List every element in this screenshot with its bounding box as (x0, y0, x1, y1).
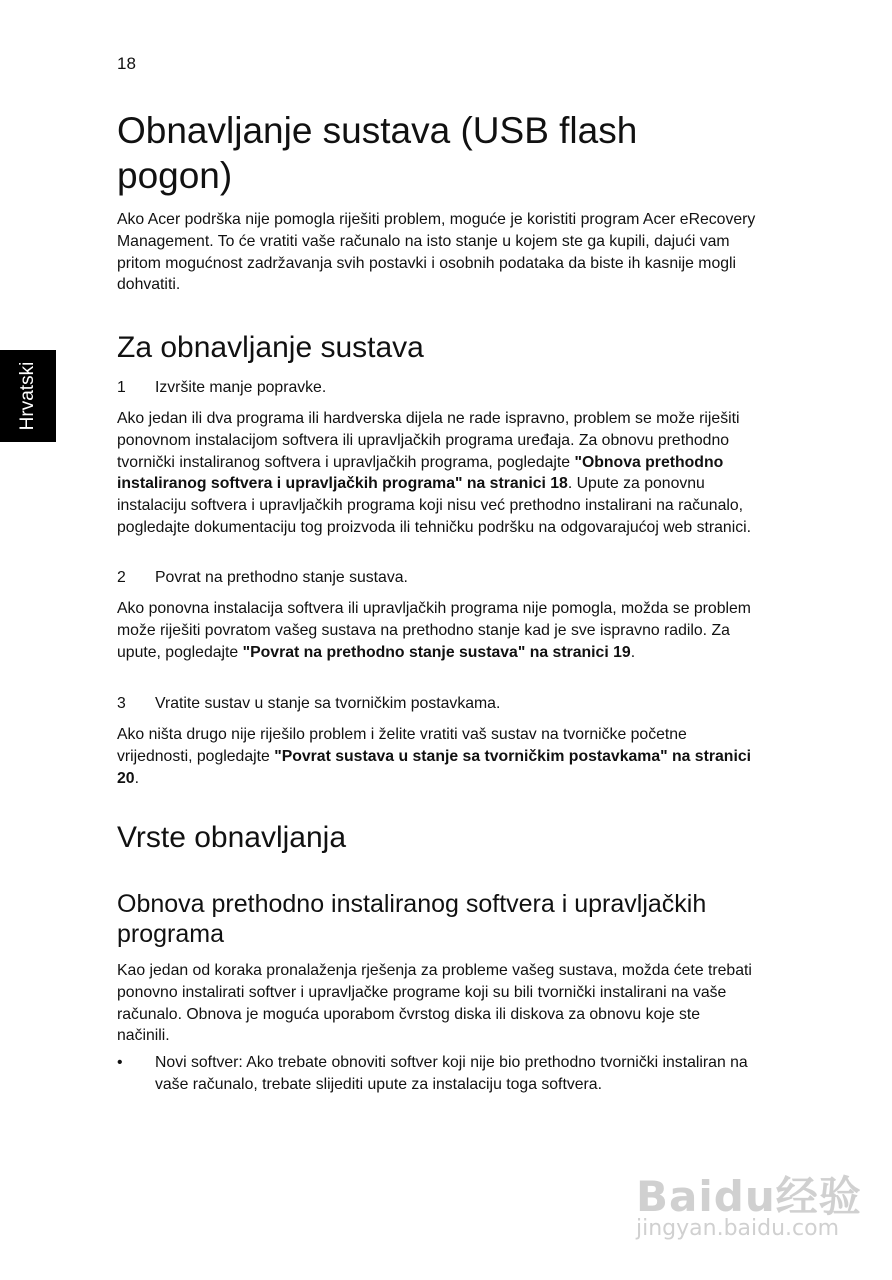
section-heading-recovery: Za obnavljanje sustava (117, 331, 424, 364)
section-heading-recovery-types: Vrste obnavljanja (117, 821, 347, 854)
subsection-paragraph: Kao jedan od koraka pronalaženja rješenja za probleme vašeg sustava, možda ćete trebati ponovno instalirati softver i upravljačke programe koji su bili tvornički instalirani na vaše računalo. Obnova je moguća uporabom čvrstog diska ili diskova za obnovu koje ste načinili. (117, 962, 752, 1045)
watermark (632, 1146, 862, 1246)
intro-paragraph: Ako Acer podrška nije pomogla riješiti problem, moguće je koristiti program Acer eRecovery Management. To će vratiti vaše računalo na isto stanje u kojem ste ga kupili, dajući vam pritom mogućnost zadržavanja svih postavki i osobnih podataka da biste ih kasnije mogli dohvatiti. (117, 211, 756, 294)
page-title: Obnavljanje sustava (USB flash pogon) (117, 110, 638, 196)
language-label: Hrvatski (17, 361, 38, 431)
step-title: Izvršite manje popravke. (155, 379, 327, 396)
bullet-item: Novi softver: Ako trebate obnoviti softver koji nije bio prethodno tvornički instaliran na vaše računalo, trebate slijediti upute za instalaciju toga softvera. (155, 1054, 748, 1093)
cross-reference: "Povrat na prethodno stanje sustava" na stranici 19 (242, 643, 631, 661)
step-number: 2 (117, 569, 126, 586)
watermark-url: jingyan.baidu.com (636, 1216, 840, 1241)
step-description: Ako ponovna instalacija softvera ili upravljačkih programa nije pomogla, možda se problem može riješiti povratom vašeg sustava na prethodno stanje kad je sve ispravno radilo. Za upute, pogledajte "Povrat na prethodno stanje sustava" na stranici 19. (117, 600, 751, 661)
step-title: Vratite sustav u stanje sa tvorničkim postavkama. (155, 695, 501, 712)
cross-reference: "Obnova prethodno instaliranog softvera i upravljačkih programa" na stranici 18 (117, 453, 724, 493)
step-description: Ako jedan ili dva programa ili hardverska dijela ne rade ispravno, problem se može riješiti ponovnom instalacijom softvera ili upravljačkih programa uređaja. Za obnovu prethodno tvornički instaliranog softvera i upravljačkih programa, pogledajte "Obnova prethodno instaliranog softvera i upravljačkih programa" na stranici 18. Upute za ponovnu instalaciju softvera i upravljačkih programa koji nisu već prethodno instalirani na računalo, pogledajte dokumentaciju tog proizvoda ili tehničku podršku na odgovarajućoj web stranici. (117, 410, 752, 536)
cross-reference: "Povrat sustava u stanje sa tvorničkim postavkama" na stranici 20 (117, 747, 752, 787)
watermark-logo: Baidu经验 (636, 1172, 862, 1221)
page-number: 18 (117, 54, 136, 73)
bullet-symbol: • (117, 1054, 123, 1071)
language-side-tab (0, 350, 56, 442)
step-title: Povrat na prethodno stanje sustava. (155, 569, 408, 586)
subsection-heading: Obnova prethodno instaliranog softvera i upravljačkih programa (117, 890, 707, 948)
step-number: 3 (117, 695, 126, 712)
step-number: 1 (117, 379, 126, 396)
step-description: Ako ništa drugo nije riješilo problem i želite vratiti vaš sustav na tvorničke početne vrijednosti, pogledajte "Povrat sustava u stanje sa tvorničkim postavkama" na stranici 20. (117, 726, 752, 787)
